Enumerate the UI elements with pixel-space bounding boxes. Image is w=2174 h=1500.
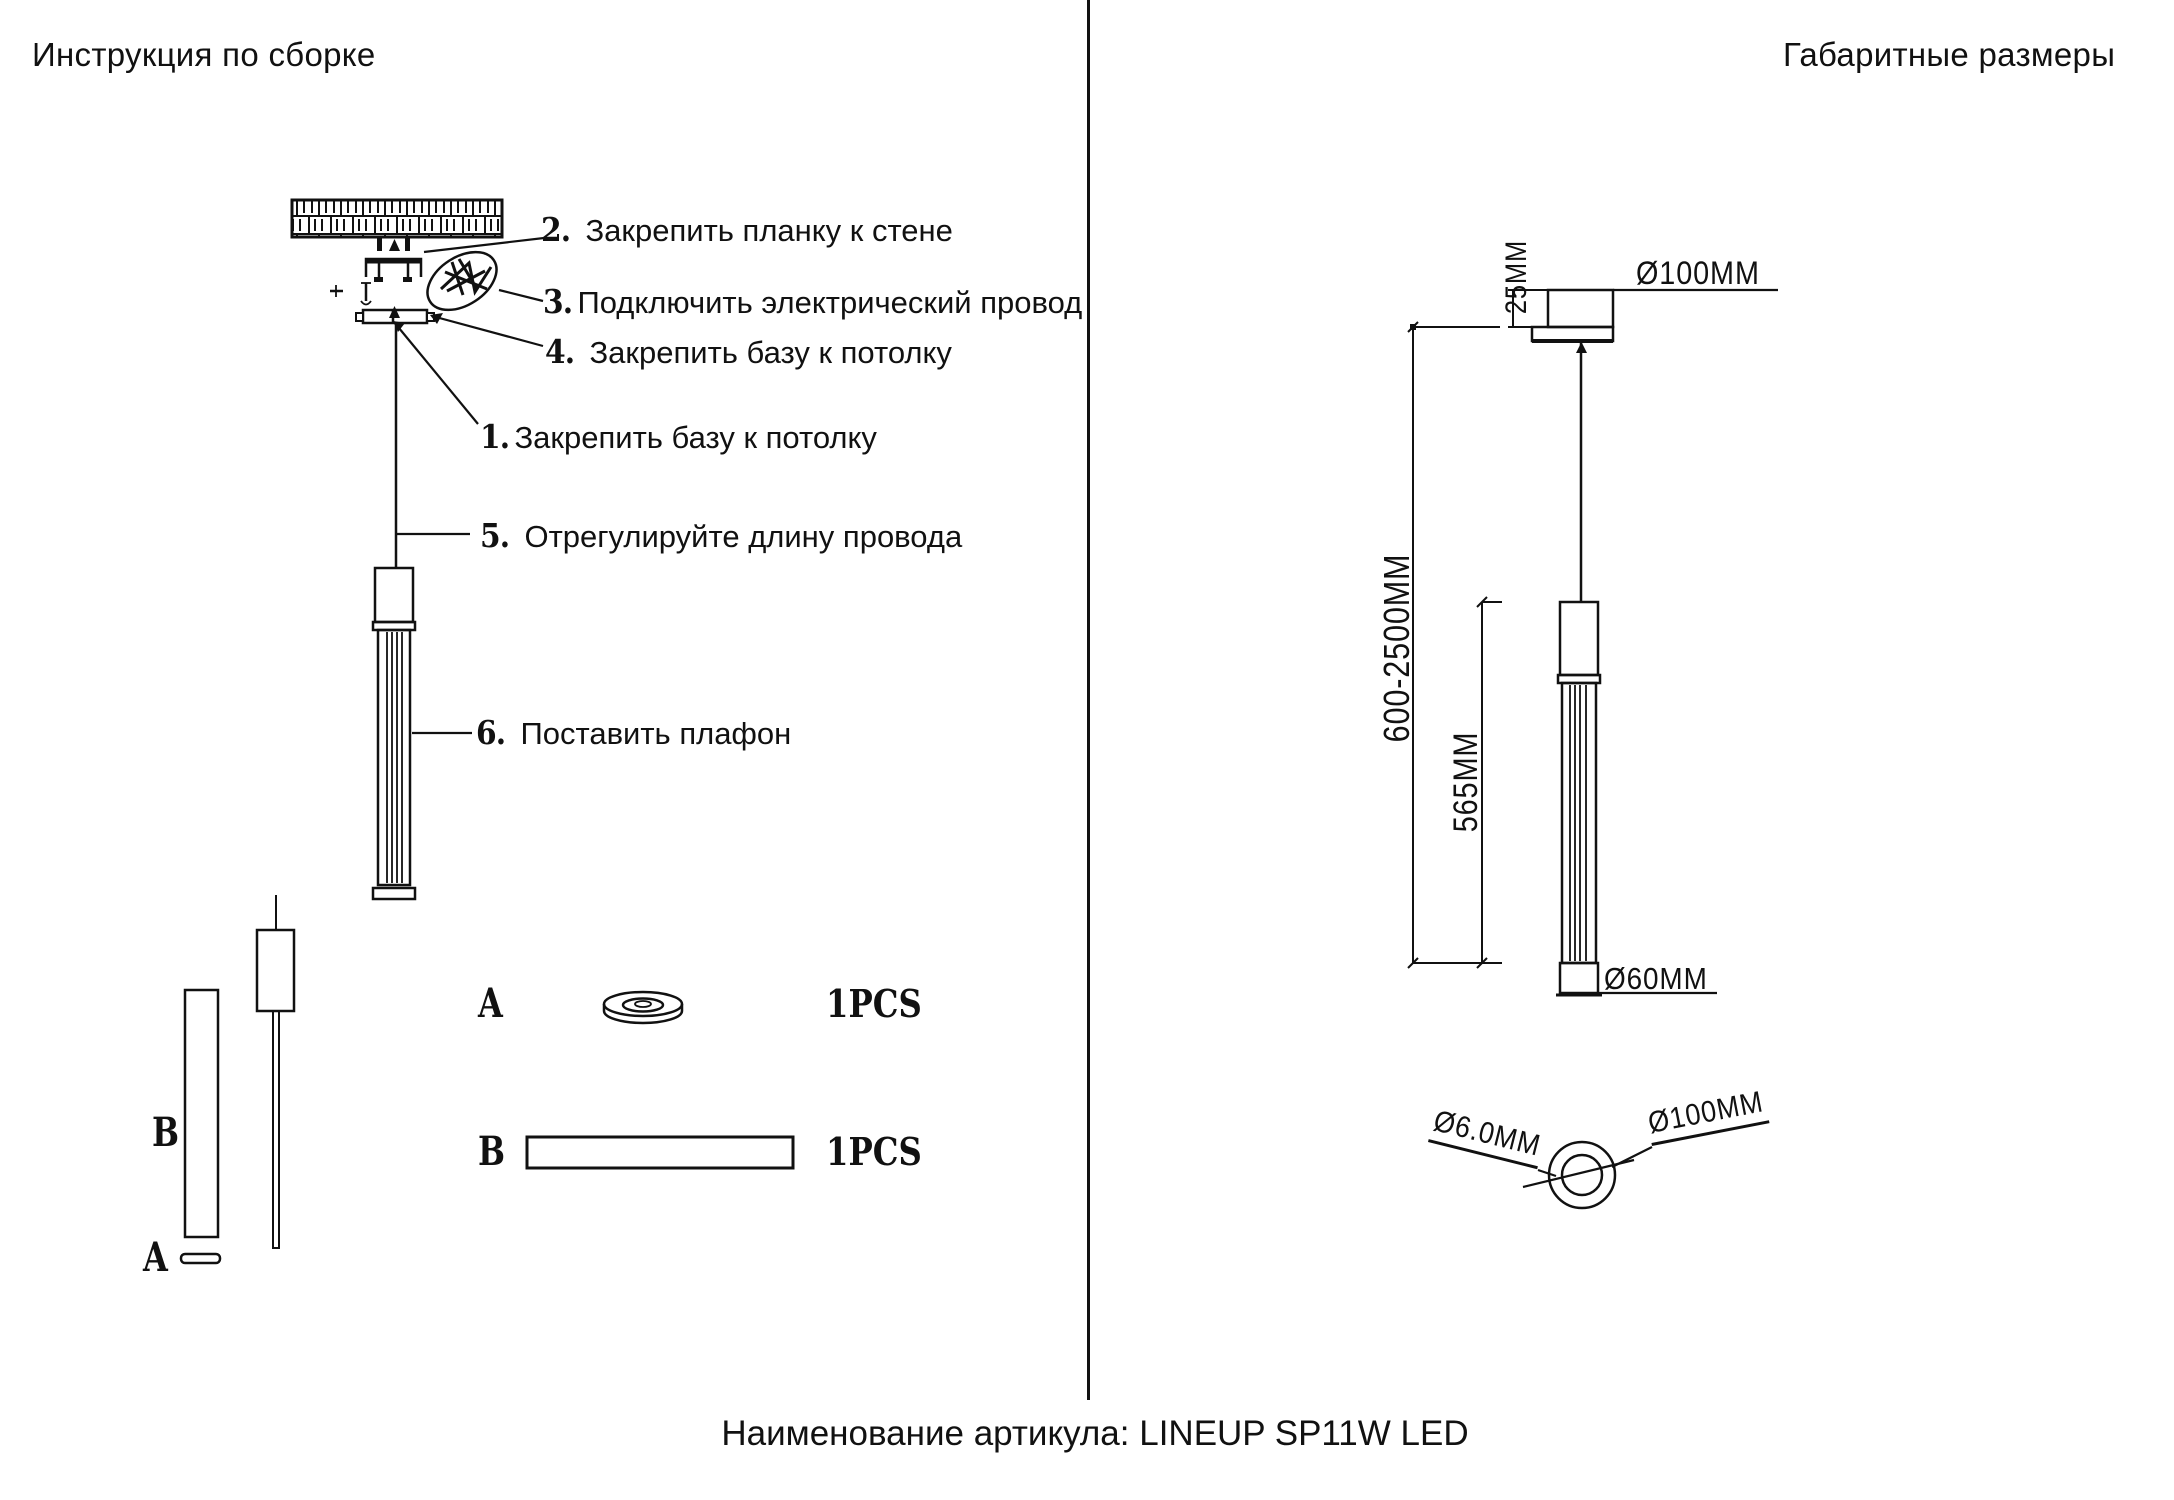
step-2-text: Закрепить планку к стене [585,213,953,248]
step-3 [543,284,1082,321]
dimension-bottom-inner-diameter: Ø6.0MM [1428,1104,1547,1169]
section-divider-line [1087,0,1090,1400]
step-5-number: 5. [480,516,510,555]
wire-connection-drawing [417,240,507,322]
dimension-canopy-height: 25MM [1500,239,1533,315]
part-b-bar-drawing [527,1137,793,1168]
canopy-dimension-drawing [1508,290,1778,341]
step-1-text: Закрепить базу к потолку [514,420,877,455]
step-4 [545,334,952,371]
step-1 [480,419,877,456]
part-a-ring-drawing [604,992,682,1023]
parts-list-qty-a: 1PCS [826,981,922,1026]
dimension-shade-length: 565MM [1447,731,1485,833]
pendant-lamp-drawing [373,568,415,899]
step-4-text: Закрепить базу к потолку [589,335,952,370]
exploded-label-b: B [152,1109,180,1156]
step-4-number: 4. [545,332,575,371]
screws-drawing [330,283,371,305]
dimension-suspension-range: 600-2500MM [1376,553,1417,743]
bottom-view-drawing [1523,1142,1652,1208]
step-2-number: 2. [541,210,571,249]
dimension-canopy-diameter: Ø100MM [1636,255,1760,291]
dimension-shade-diameter: Ø60MM [1604,961,1708,996]
step-5-text: Отрегулируйте длину провода [524,519,963,554]
parts-list-label-a: A [478,980,503,1027]
parts-list-qty-b: 1PCS [826,1129,922,1174]
exploded-parts-drawing [181,895,294,1263]
wall-hatch-drawing [292,200,502,251]
step-2 [541,212,953,249]
dimension-lines [1408,322,1502,968]
step-5 [480,518,962,555]
pendant-lamp-dimension-drawing [1556,341,1717,995]
step-3-text: Подключить электрический провод [577,285,1083,320]
step-1-number: 1. [480,417,510,456]
step-6-number: 6. [476,713,506,752]
mounting-plate-drawing [366,259,421,282]
ceiling-base-drawing [356,306,434,323]
page-title-left: Инструкция по сборке [32,36,376,73]
article-name: Наименование артикула: LINEUP SP11W LED [721,1414,1469,1453]
step-3-number: 3. [543,282,573,321]
page-title-right: Габаритные размеры [1783,36,2116,73]
step-6-text: Поставить плафон [520,716,792,751]
parts-list-label-b: B [478,1128,506,1175]
step-6 [476,715,791,752]
dimension-bottom-outer-diameter: Ø100MM [1645,1085,1770,1146]
exploded-label-a: A [143,1234,168,1281]
